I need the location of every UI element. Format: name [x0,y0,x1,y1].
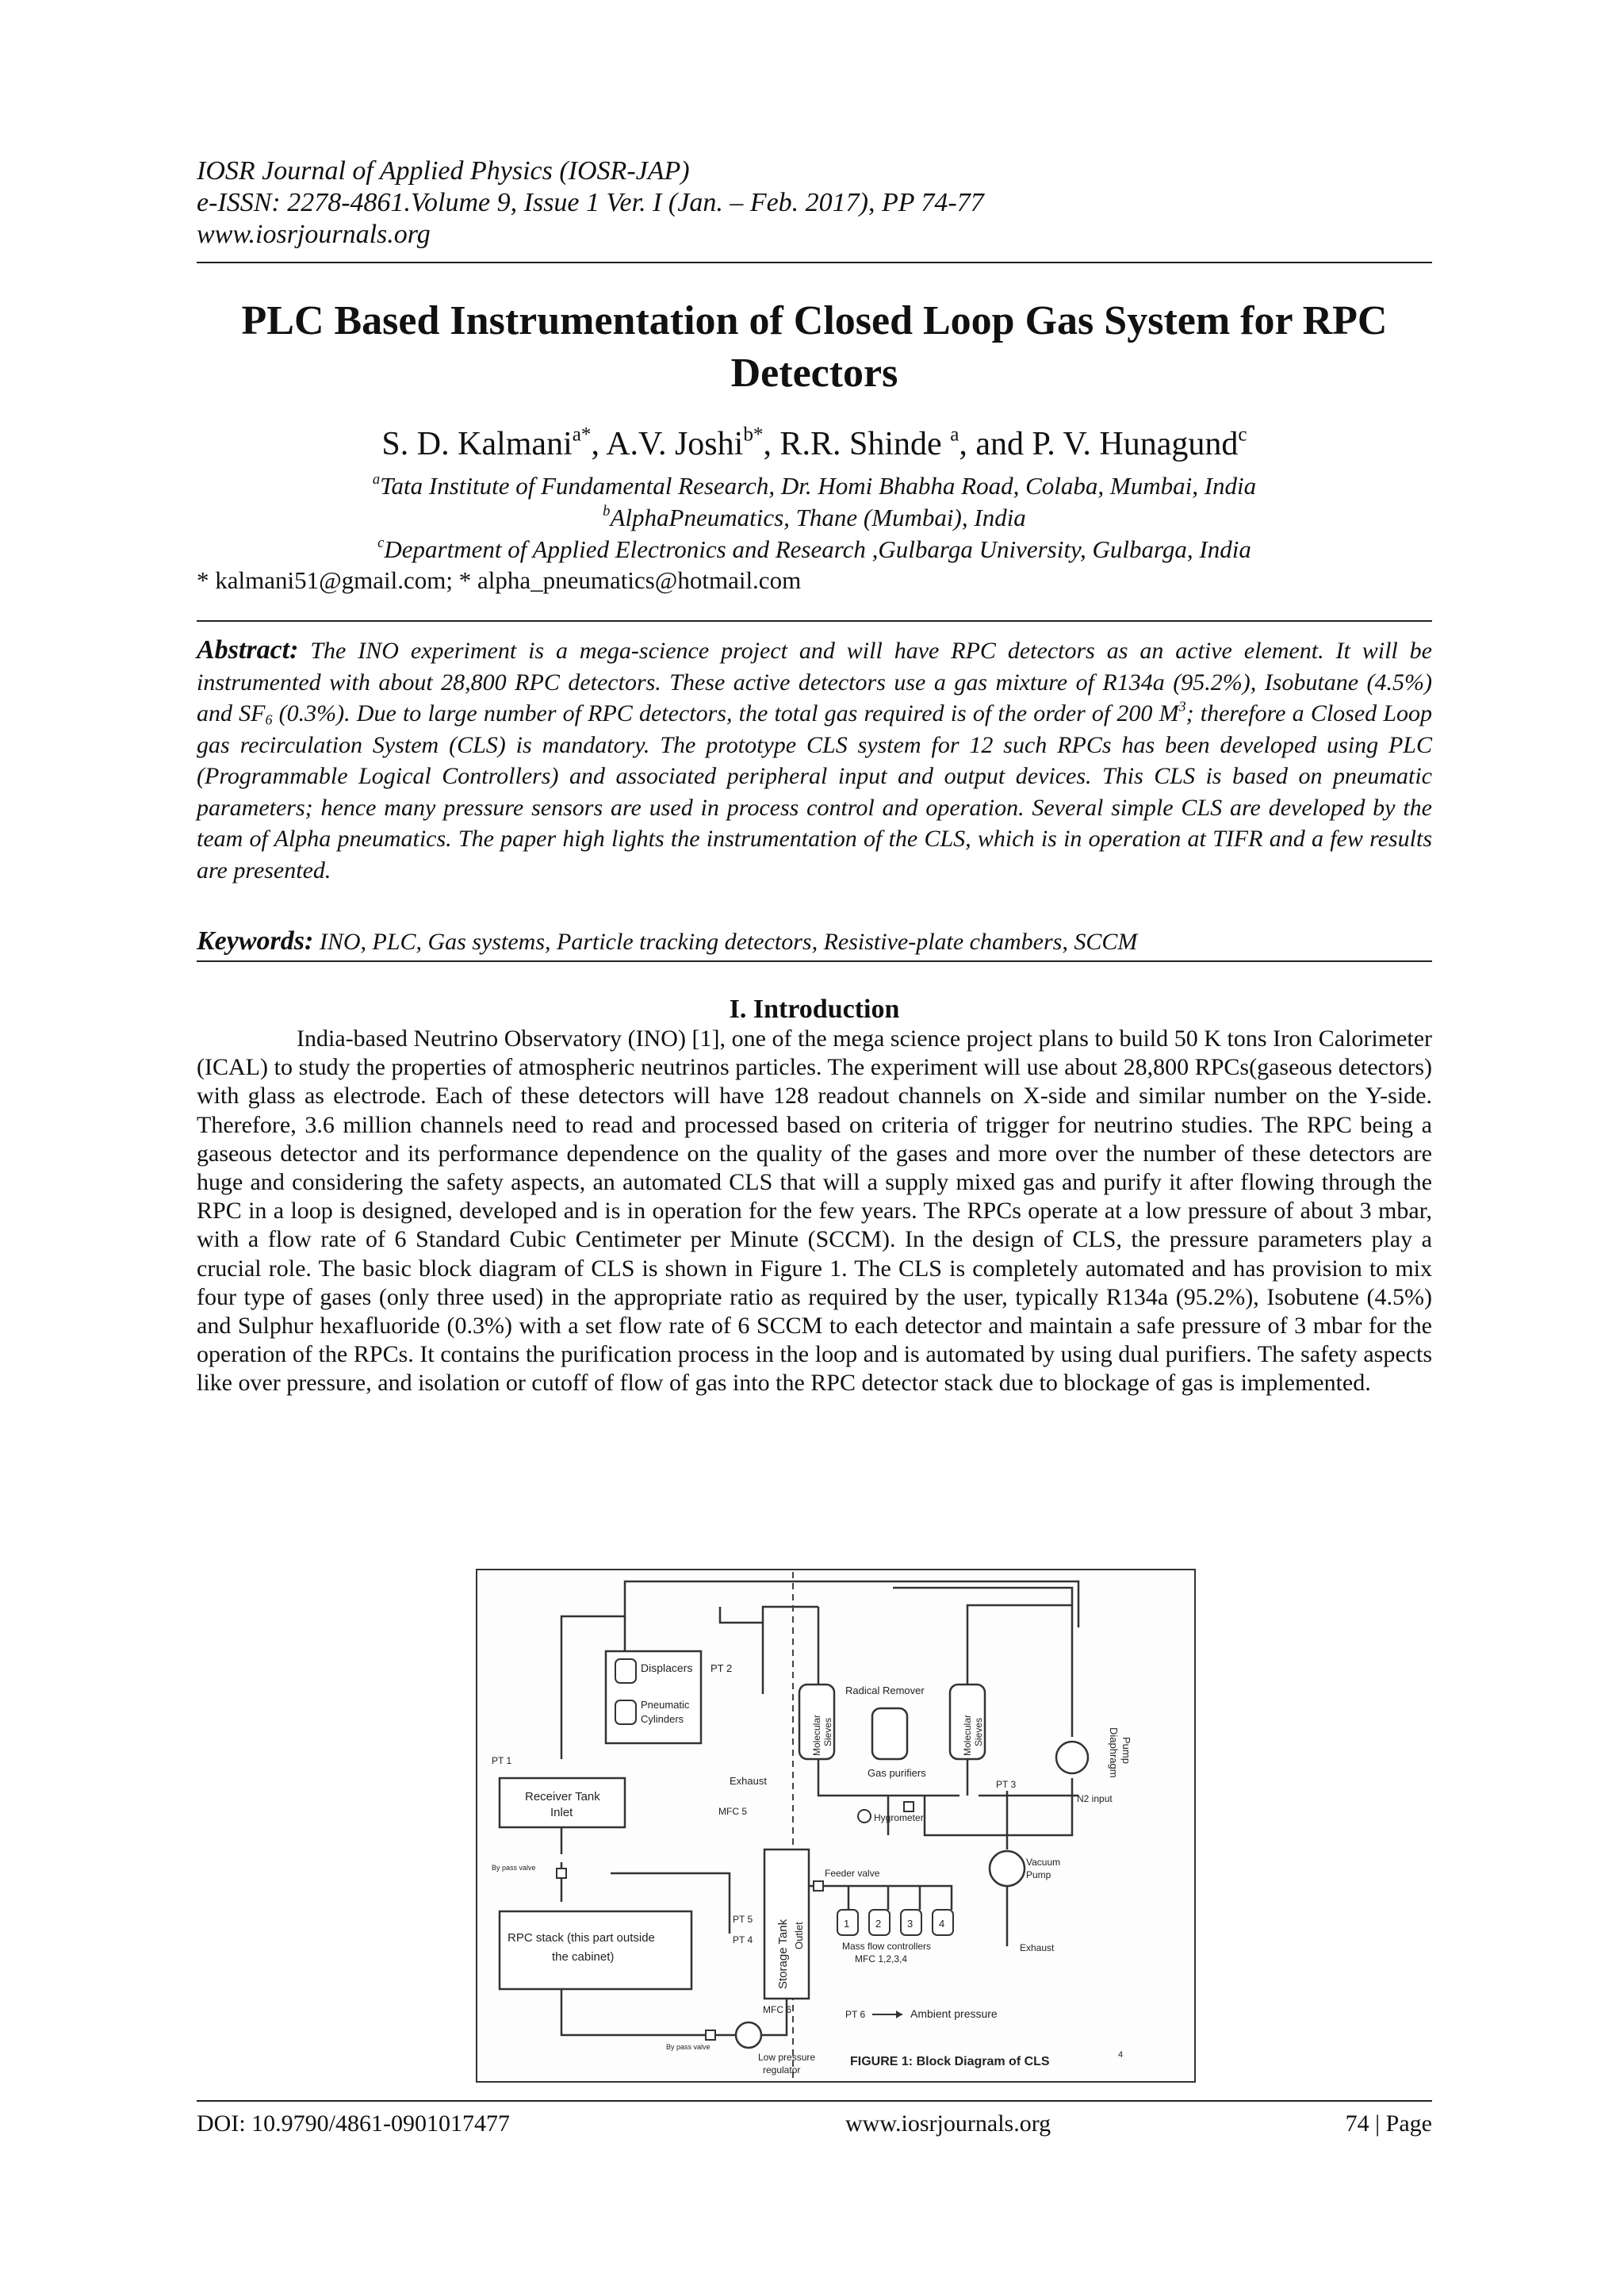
radical-remover [872,1708,907,1759]
pneumatic-label: Pneumatic [641,1699,690,1711]
hygrometer-label: Hygrometer [874,1812,924,1823]
journal-website[interactable]: www.iosrjournals.org [197,220,431,249]
title-line-2: Detectors [730,351,898,396]
lowp-label-1: Low pressure [758,2052,816,2063]
outlet-label: Outlet [793,1922,805,1949]
author-mark: a [950,424,959,446]
abstract-top-rule [197,620,1432,622]
author-name: R.R. Shinde [779,426,951,462]
abstract-bottom-rule [197,960,1432,962]
affiliation-text: Department of Applied Electronics and Research ,Gulbarga University, Gulbarga, India [384,535,1251,563]
author-separator: , [591,426,607,462]
keywords-text: INO, PLC, Gas systems, Particle tracking detectors, Resistive-plate chambers, SCCM [313,929,1138,955]
author-list [197,424,1432,465]
mfc-3-label: 3 [907,1918,914,1930]
paper-title [197,295,1432,400]
pt3-label: PT 3 [996,1779,1017,1790]
mfc-ctrl-label-2: MFC 1,2,3,4 [855,1953,908,1964]
keywords [197,926,1432,958]
bypass-label-2: By pass valve [666,2043,710,2051]
journal-name: IOSR Journal of Applied Physics (IOSR-JAP) [197,156,690,186]
author-name: P. V. Hunagund [1032,426,1239,462]
bypass-valve-2 [706,2030,715,2040]
receiver-label-2: Inlet [550,1806,573,1819]
mfc-4-label: 4 [939,1918,945,1930]
title-line-1: PLC Based Instrumentation of Closed Loop Gas System for RPC [241,298,1388,343]
introduction-paragraph: India-based Neutrino Observatory (INO) [1], one of the mega science project plans to build 50 K tons Iron Calorimeter (ICAL) to study the properties of atmospheric neutrinos particles. The experiment will use about 28,800 RPCs(gaseous detectors) with glass as electrode. Each of these detectors will have 128 readout channels on X-side and similar number on the Y-side. Therefore, 3.6 million channels need to read and processed based on criteria of trigger for neutrino studies. The RPC being a gaseous detector and its performance dependence on the quality of the gases and more over the number of these detectors are huge and considering the safety aspects, an automated CLS that will a supply mixed gas and purify it after flowing through the RPC in a loop is designed, developed and is in operation for the few years. The RPCs operate at a low pressure of about 3 mbar, with a flow rate of 6 Standard Cubic Centimeter per Minute (SCCM). In the design of CLS, the pressure parameters play a crucial role. The basic block diagram of CLS is shown in Figure 1. The CLS is completely automated and has provision to mix four type of gases (only three used) in the appropriate ratio as required by the user, typically R134a (95.2%), Isobutene (4.5%) and Sulphur hexafluoride (0.3%) with a set flow rate of 6 SCCM to each detector and maintain a safe pressure of 3 mbar for the operation of the RPCs. It contains the purification process in the loop and is automated by using dual purifiers. The safety aspects like over pressure, and isolation or cutoff of flow of gas into the RPC detector stack due to blockage of gas is implemented. [197,1025,1432,1397]
affiliation-text: Tata Institute of Fundamental Research, Dr. Homi Bhabha Road, Colaba, Mumbai, India [380,472,1257,500]
abstract-text: (0.3%). Due to large number of RPC detectors, the total gas required is of the order of 200 M [272,700,1179,726]
footer-page-number: 74 | Page [1345,2110,1432,2137]
affiliation-mark: a [372,470,381,488]
rpc-label-2: the cabinet) [552,1950,615,1964]
molecular-right-label: Molecular [962,1714,973,1756]
sieves-right-label: Sieves [973,1717,984,1746]
journal-issn: e-ISSN: 2278-4861.Volume 9, Issue 1 Ver. I (Jan. – Feb. 2017), PP 74-77 [197,188,984,217]
header-rule [197,262,1432,263]
author-separator: , [763,426,780,462]
affiliation-b [197,503,1432,533]
subscript: 6 [265,711,273,728]
journal-header [197,155,1434,251]
affiliation-text: AlphaPneumatics, Thane (Mumbai), India [610,504,1026,531]
superscript: 3 [1178,698,1186,715]
pt2-label: PT 2 [710,1662,733,1674]
abstract-label: Abstract: [197,635,299,665]
abstract-text: ; therefore a Closed Loop gas recirculation System (CLS) is mandatory. The prototype CLS system for 12 such RPCs has been developed using PLC (Programmable Logical Controllers) and associated peripheral input and output devices. This CLS is based on pneumatic parameters; hence many pressure sensors are used in process control and operation. Several simple CLS are developed by the team of Alpha pneumatics. The paper high lights the instrumentation of the CLS, which is in operation at TIFR and a few results are presented. [197,700,1433,884]
cylinders-label: Cylinders [641,1713,684,1725]
mfc-2-label: 2 [875,1918,882,1930]
section-heading: I. Introduction [729,995,900,1024]
footer-doi[interactable]: DOI: 10.9790/4861-0901017477 [197,2110,510,2137]
affiliation-mark: b [603,502,611,519]
pt5-label: PT 5 [733,1914,753,1925]
pt4-label: PT 4 [733,1934,753,1945]
ambient-label: Ambient pressure [910,2007,998,2020]
exhaust2-label: Exhaust [1020,1942,1055,1953]
figure-caption: FIGURE 1: Block Diagram of CLS [850,2055,1050,2068]
author-mark: b* [743,424,764,446]
footer-website[interactable]: www.iosrjournals.org [845,2110,1051,2137]
radical-label: Radical Remover [845,1685,925,1696]
pump-label: Pump [1120,1737,1132,1764]
pt1-label: PT 1 [492,1755,512,1766]
author-name: A.V. Joshi [606,426,744,462]
low-pressure-regulator [736,2022,761,2048]
pt6-label: PT 6 [845,2009,866,2020]
affiliation-a [197,471,1432,501]
rpc-label-1: RPC stack (this part outside [508,1931,655,1945]
displacers-label: Displacers [641,1662,693,1674]
hygrometer [858,1810,871,1823]
n2-label: N2 input [1077,1793,1113,1804]
cls-block-diagram [476,1569,1196,2083]
footer-rule [197,2100,1432,2102]
author-separator: , and [959,426,1032,462]
gas-purifiers-label: Gas purifiers [868,1767,926,1779]
vacuum-label-1: Vacuum [1026,1857,1061,1868]
hygrometer-valve [904,1802,914,1811]
author-mark: a* [572,424,592,446]
diaphragm-label: Diaphragm [1108,1727,1120,1778]
author-mark: c [1238,424,1247,446]
mfc-ctrl-label-1: Mass flow controllers [842,1941,932,1952]
abstract [197,634,1432,886]
bypass-valve-1 [557,1869,566,1878]
storage-label: Storage Tank [776,1918,790,1989]
exhaust1-label: Exhaust [730,1775,767,1787]
diaphragm-pump [1056,1742,1088,1773]
figure-page-mark: 4 [1118,2050,1124,2060]
mfc6-label: MFC 6 [763,2004,791,2015]
vacuum-label-2: Pump [1026,1869,1051,1880]
feeder-label: Feeder valve [825,1868,880,1879]
feeder-valve [814,1881,823,1891]
molecular-left-label: Molecular [811,1714,822,1756]
affiliation-mark: c [377,534,385,551]
abstract-text: The INO experiment is a mega-science project and will have RPC detectors as an active element. It will be instrumented with about 28,800 RPC detectors. These active detectors use a gas mixture of R134a (95.2%), Isobutane (4.5%) and SF [197,638,1432,726]
mfc-1-label: 1 [844,1918,850,1930]
mfc5-label: MFC 5 [718,1806,747,1817]
keywords-label: Keywords: [197,926,314,956]
vacuum-pump [990,1851,1025,1886]
figure-block-diagram [476,1569,1196,2083]
receiver-label-1: Receiver Tank [525,1790,600,1803]
affiliation-c [197,535,1432,565]
author-name: S. D. Kalmani [381,426,573,462]
sieves-left-label: Sieves [822,1717,833,1746]
author-emails[interactable]: * kalmani51@gmail.com; * alpha_pneumatics@hotmail.com [197,566,802,594]
lowp-label-2: regulator [763,2064,801,2076]
bypass-label-1: By pass valve [492,1864,536,1872]
